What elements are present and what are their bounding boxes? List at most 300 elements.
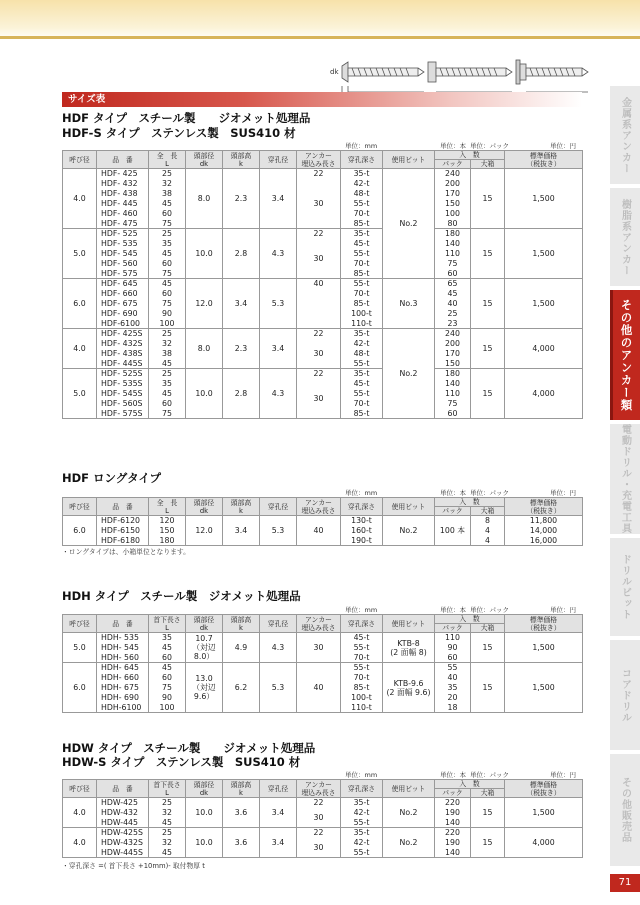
depth-cell: 45-t [341, 379, 383, 389]
pack-qty-cell: 100 [435, 209, 471, 219]
depth-cell: 55-t [341, 389, 383, 399]
head-diameter-cell: 12.0 [186, 516, 223, 546]
column-header: 首下長さ L [149, 780, 186, 798]
depth-cell: 35-t [341, 169, 383, 179]
pack-qty-cell: 90 [435, 643, 471, 653]
embed-length-cell: 30 [297, 379, 341, 419]
side-tab-core-drill[interactable]: コアドリル [610, 640, 640, 750]
depth-cell: 42-t [341, 179, 383, 189]
part-number-cell: HDF- 475 [97, 219, 149, 229]
column-header: 穿孔径 [260, 498, 297, 516]
head-diameter-value: 13.0 [195, 674, 213, 683]
depth-cell: 85-t [341, 299, 383, 309]
unit-pcs-3: 単位：本 [440, 606, 466, 614]
hdf-table-head [63, 151, 583, 169]
length-cell: 25 [149, 828, 186, 838]
part-number-cell: HDF- 535 [97, 239, 149, 249]
depth-cell: 42-t [341, 339, 383, 349]
length-cell: 90 [149, 693, 186, 703]
length-cell: 35 [149, 633, 186, 643]
embed-length-cell: 40 [297, 663, 341, 713]
embed-length-cell: 30 [297, 239, 341, 279]
box-qty-cell: 15 [471, 633, 505, 663]
part-number-cell: HDF-6180 [97, 536, 149, 546]
box-qty-cell: 15 [471, 828, 505, 858]
bit-cell: No.2 [383, 828, 435, 858]
column-header: 首下長さ L [149, 615, 186, 633]
part-number-cell: HDF-6120 [97, 516, 149, 526]
depth-cell: 35-t [341, 229, 383, 239]
head-height-cell: 3.6 [223, 828, 260, 858]
part-number-cell: HDF- 545S [97, 389, 149, 399]
column-header: 入 数 [435, 615, 505, 624]
head-height-cell: 3.4 [223, 516, 260, 546]
part-number-cell: HDH- 675 [97, 683, 149, 693]
length-cell: 100 [149, 319, 186, 329]
table-row [63, 798, 583, 808]
length-cell: 32 [149, 339, 186, 349]
column-header: 頭部高 k [223, 151, 260, 169]
length-cell: 25 [149, 169, 186, 179]
column-header: アンカー 埋込み長さ [297, 151, 341, 169]
length-cell: 75 [149, 683, 186, 693]
hole-diameter-cell: 3.4 [260, 169, 297, 229]
box-qty-cell: 15 [471, 798, 505, 828]
embed-length-cell: 22 [297, 798, 341, 808]
part-number-cell: HDF- 560S [97, 399, 149, 409]
diameter-cell: 6.0 [63, 516, 97, 546]
bit-width: (2 面幅 9.6) [386, 687, 431, 697]
pack-qty-cell: 170 [435, 189, 471, 199]
pack-qty-cell: 200 [435, 339, 471, 349]
depth-cell: 70-t [341, 399, 383, 409]
depth-cell: 55-t [341, 643, 383, 653]
bit-cell: No.2 [383, 329, 435, 419]
depth-cell: 70-t [341, 259, 383, 269]
column-header: 穿孔深さ [341, 498, 383, 516]
column-header: パック [435, 160, 471, 169]
table-row [63, 663, 583, 673]
length-cell: 45 [149, 818, 186, 828]
price-cell: 14,000 [505, 526, 583, 536]
pack-qty-cell: 140 [435, 239, 471, 249]
depth-cell: 110-t [341, 319, 383, 329]
unit-pcs-2: 単位：本 [440, 489, 466, 497]
part-number-cell: HDF- 575 [97, 269, 149, 279]
part-number-cell: HDW-432 [97, 808, 149, 818]
side-tab-drill-bits[interactable]: ドリルビット [610, 538, 640, 636]
column-header: 品 番 [97, 615, 149, 633]
hdf-title: HDF タイプ スチール製 ジオメット処理品 [62, 111, 311, 125]
column-header: 標準価格 （税抜き） [505, 780, 583, 798]
pack-qty-cell: 200 [435, 179, 471, 189]
hdf-long-table [62, 497, 583, 546]
column-header: 頭部径 dk [186, 780, 223, 798]
column-header: 穿孔径 [260, 615, 297, 633]
embed-length-cell: 30 [297, 179, 341, 229]
pack-qty-cell: 110 [435, 389, 471, 399]
column-header: 標準価格 （税抜き） [505, 498, 583, 516]
unit-pcs: 単位：本 [440, 142, 466, 150]
head-height-cell: 2.3 [223, 329, 260, 369]
depth-cell: 130-t [341, 516, 383, 526]
depth-cell: 45-t [341, 239, 383, 249]
column-header: パック [435, 507, 471, 516]
column-header: パック [435, 789, 471, 798]
column-header: 使用ビット [383, 780, 435, 798]
head-height-cell: 2.3 [223, 169, 260, 229]
part-number-cell: HDF- 438S [97, 349, 149, 359]
pack-qty-cell: 40 [435, 299, 471, 309]
pack-qty-cell: 140 [435, 379, 471, 389]
length-cell: 75 [149, 299, 186, 309]
table-row [63, 369, 583, 379]
unit-mm: 単位：mm [345, 142, 378, 150]
part-number-cell: HDW-445S [97, 848, 149, 858]
unit-yen: 単位：円 [550, 142, 576, 150]
column-header: 全 長 L [149, 498, 186, 516]
column-header: 頭部高 k [223, 780, 260, 798]
column-header: 大箱 [471, 624, 505, 633]
hdf-s-title: HDF-S タイプ ステンレス製 SUS410 材 [62, 126, 296, 140]
column-header: 呼び径 [63, 615, 97, 633]
embed-length-cell: 40 [297, 279, 341, 289]
depth-cell: 55-t [341, 279, 383, 289]
length-cell: 45 [149, 249, 186, 259]
length-cell: 75 [149, 219, 186, 229]
price-cell: 4,000 [505, 329, 583, 369]
part-number-cell: HDH- 535 [97, 633, 149, 643]
length-cell: 75 [149, 269, 186, 279]
side-tab-power-tools[interactable]: 電動ドリル・充電工具 [610, 424, 640, 534]
hole-diameter-cell: 4.3 [260, 369, 297, 419]
depth-cell: 160-t [341, 526, 383, 536]
pack-qty-cell: 170 [435, 349, 471, 359]
side-tab-others[interactable]: その他販売品 [610, 754, 640, 866]
column-header: 標準価格 （税抜き） [505, 151, 583, 169]
part-number-cell: HDW-445 [97, 818, 149, 828]
head-diameter-cell: 10.0 [186, 798, 223, 828]
length-cell: 32 [149, 838, 186, 848]
part-number-cell: HDF- 575S [97, 409, 149, 419]
pack-qty-cell: 140 [435, 818, 471, 828]
bit-cell: No.2 [383, 516, 435, 546]
column-header: 使用ビット [383, 151, 435, 169]
diameter-cell: 5.0 [63, 369, 97, 419]
length-cell: 150 [149, 526, 186, 536]
part-number-cell: HDF-6100 [97, 319, 149, 329]
depth-cell: 100-t [341, 309, 383, 319]
length-cell: 32 [149, 179, 186, 189]
price-cell: 1,500 [505, 169, 583, 229]
depth-cell: 55-t [341, 359, 383, 369]
depth-cell: 70-t [341, 673, 383, 683]
length-cell: 60 [149, 399, 186, 409]
length-cell: 25 [149, 329, 186, 339]
column-header: 大箱 [471, 507, 505, 516]
box-qty-cell: 15 [471, 279, 505, 329]
hdf-long-title: HDF ロングタイプ [62, 471, 161, 485]
column-header: 呼び径 [63, 498, 97, 516]
table-row [63, 279, 583, 289]
part-number-cell: HDF- 675 [97, 299, 149, 309]
depth-cell: 48-t [341, 189, 383, 199]
column-header: 穿孔深さ [341, 615, 383, 633]
price-cell: 1,500 [505, 279, 583, 329]
pack-qty-cell: 190 [435, 808, 471, 818]
length-cell: 45 [149, 643, 186, 653]
length-cell: 180 [149, 536, 186, 546]
table-row [63, 229, 583, 239]
pack-qty-cell: 150 [435, 199, 471, 209]
unit-pack-3: 単位：パック [470, 606, 509, 614]
length-cell: 45 [149, 663, 186, 673]
pack-qty-cell: 65 [435, 279, 471, 289]
length-cell: 60 [149, 653, 186, 663]
depth-cell: 85-t [341, 409, 383, 419]
pack-qty-cell: 40 [435, 673, 471, 683]
length-cell: 45 [149, 389, 186, 399]
hdf-long-note: ・ロングタイプは、小箱単位となります。 [62, 548, 190, 556]
table-row [63, 828, 583, 838]
unit-mm-2: 単位：mm [345, 489, 378, 497]
pack-qty-cell: 55 [435, 663, 471, 673]
depth-cell: 42-t [341, 808, 383, 818]
hdf-size-table [62, 150, 583, 419]
column-header: 頭部径 dk [186, 615, 223, 633]
head-diameter-value: 10.7 [195, 634, 213, 643]
column-header: 穿孔深さ [341, 780, 383, 798]
depth-cell: 55-t [341, 848, 383, 858]
depth-cell: 110-t [341, 703, 383, 713]
hole-diameter-cell: 5.3 [260, 516, 297, 546]
part-number-cell: HDF- 432 [97, 179, 149, 189]
head-diameter-cell [186, 663, 223, 713]
pack-qty-cell: 75 [435, 399, 471, 409]
part-number-cell: HDF- 535S [97, 379, 149, 389]
box-qty-cell: 15 [471, 663, 505, 713]
column-header: 穿孔径 [260, 151, 297, 169]
part-number-cell: HDH- 660 [97, 673, 149, 683]
column-header: 品 番 [97, 498, 149, 516]
length-cell: 45 [149, 199, 186, 209]
box-qty-cell: 4 [471, 526, 505, 536]
pack-qty-cell: 20 [435, 693, 471, 703]
depth-cell: 55-t [341, 199, 383, 209]
depth-cell: 55-t [341, 818, 383, 828]
unit-pack-2: 単位：パック [470, 489, 509, 497]
column-header: 入 数 [435, 151, 505, 160]
part-number-cell: HDF- 425S [97, 329, 149, 339]
hdh-size-table [62, 614, 583, 713]
pack-qty-cell: 180 [435, 229, 471, 239]
head-diameter-cell: 12.0 [186, 279, 223, 329]
top-divider [0, 36, 640, 39]
part-number-cell: HDF- 660 [97, 289, 149, 299]
bit-cell [383, 663, 435, 713]
column-header: 使用ビット [383, 615, 435, 633]
hole-diameter-cell: 3.4 [260, 798, 297, 828]
diameter-cell: 4.0 [63, 169, 97, 229]
embed-length-cell [297, 289, 341, 329]
pack-qty-cell: 220 [435, 828, 471, 838]
bit-cell: No.2 [383, 798, 435, 828]
table-row [63, 169, 583, 179]
length-cell: 38 [149, 189, 186, 199]
diameter-cell: 6.0 [63, 663, 97, 713]
column-header: パック [435, 624, 471, 633]
size-table-header: サイズ表 [62, 92, 582, 107]
top-banner [0, 0, 640, 40]
length-cell: 60 [149, 289, 186, 299]
depth-cell: 55-t [341, 663, 383, 673]
column-header: 全 長 L [149, 151, 186, 169]
column-header: 大箱 [471, 160, 505, 169]
diameter-cell: 4.0 [63, 798, 97, 828]
depth-cell: 70-t [341, 289, 383, 299]
depth-cell: 85-t [341, 683, 383, 693]
head-diameter-across: （対辺 9.6） [192, 683, 216, 701]
depth-cell: 42-t [341, 838, 383, 848]
part-number-cell: HDF- 438 [97, 189, 149, 199]
head-height-cell: 4.9 [223, 633, 260, 663]
table-row [63, 329, 583, 339]
unit-yen-3: 単位：円 [550, 606, 576, 614]
side-tab-other-anchors[interactable]: その他のアンカー類 [610, 290, 640, 420]
head-diameter-cell [186, 633, 223, 663]
part-number-cell: HDF- 645 [97, 279, 149, 289]
length-cell: 60 [149, 209, 186, 219]
column-header: 標準価格 （税抜き） [505, 615, 583, 633]
hdh-title: HDH タイプ スチール製 ジオメット処理品 [62, 589, 301, 603]
column-header: 呼び径 [63, 780, 97, 798]
length-cell: 35 [149, 239, 186, 249]
pack-qty-cell: 110 [435, 249, 471, 259]
diagram-dk-label: dk [330, 68, 339, 76]
pack-qty-cell: 18 [435, 703, 471, 713]
price-cell: 16,000 [505, 536, 583, 546]
price-cell: 1,500 [505, 798, 583, 828]
depth-cell: 55-t [341, 249, 383, 259]
depth-cell: 85-t [341, 219, 383, 229]
length-cell: 75 [149, 409, 186, 419]
embed-length-cell: 30 [297, 633, 341, 663]
length-cell: 32 [149, 808, 186, 818]
hole-diameter-cell: 4.3 [260, 229, 297, 279]
pack-qty-cell: 150 [435, 359, 471, 369]
price-cell: 4,000 [505, 369, 583, 419]
price-cell: 1,500 [505, 633, 583, 663]
head-height-cell: 3.4 [223, 279, 260, 329]
column-header: 呼び径 [63, 151, 97, 169]
bit-value: KTB-8 [397, 638, 420, 648]
depth-cell: 190-t [341, 536, 383, 546]
column-header: 穿孔深さ [341, 151, 383, 169]
length-cell: 45 [149, 279, 186, 289]
part-number-cell: HDF- 525 [97, 229, 149, 239]
column-header: 品 番 [97, 780, 149, 798]
depth-cell: 100-t [341, 693, 383, 703]
side-tab-metal[interactable]: 金属系アンカー [610, 86, 640, 184]
head-diameter-cell: 10.0 [186, 369, 223, 419]
head-diameter-cell: 10.0 [186, 229, 223, 279]
hole-diameter-cell: 5.3 [260, 663, 297, 713]
column-header: 頭部高 k [223, 498, 260, 516]
bit-cell [383, 633, 435, 663]
length-cell: 25 [149, 369, 186, 379]
unit-pcs-4: 単位：本 [440, 771, 466, 779]
bit-value: KTB-9.6 [393, 678, 424, 688]
column-header: アンカー 埋込み長さ [297, 780, 341, 798]
pack-qty-cell: 60 [435, 653, 471, 663]
pack-qty-cell: 60 [435, 409, 471, 419]
depth-cell: 45-t [341, 633, 383, 643]
pack-qty-cell: 75 [435, 259, 471, 269]
hole-diameter-cell: 4.3 [260, 633, 297, 663]
embed-length-cell: 22 [297, 828, 341, 838]
head-height-cell: 3.6 [223, 798, 260, 828]
part-number-cell: HDF- 690 [97, 309, 149, 319]
part-number-cell: HDH- 645 [97, 663, 149, 673]
pack-qty-cell: 180 [435, 369, 471, 379]
hole-diameter-cell: 3.4 [260, 828, 297, 858]
pack-qty-cell: 190 [435, 838, 471, 848]
pack-qty-cell: 110 [435, 633, 471, 643]
hole-diameter-cell: 3.4 [260, 329, 297, 369]
unit-pack: 単位：パック [470, 142, 509, 150]
pack-qty-cell: 240 [435, 169, 471, 179]
part-number-cell: HDH- 690 [97, 693, 149, 703]
embed-length-cell: 40 [297, 516, 341, 546]
embed-length-cell: 22 [297, 169, 341, 179]
diameter-cell: 4.0 [63, 828, 97, 858]
embed-length-cell: 22 [297, 369, 341, 379]
diameter-cell: 5.0 [63, 633, 97, 663]
length-cell: 60 [149, 259, 186, 269]
bit-cell: No.2 [383, 169, 435, 279]
column-header: 頭部径 dk [186, 498, 223, 516]
part-number-cell: HDF- 425 [97, 169, 149, 179]
bit-cell: No.3 [383, 279, 435, 329]
column-header: 入 数 [435, 780, 505, 789]
column-header: 穿孔径 [260, 780, 297, 798]
head-height-cell: 2.8 [223, 229, 260, 279]
box-qty-cell: 15 [471, 369, 505, 419]
price-cell: 1,500 [505, 663, 583, 713]
pack-qty-cell: 80 [435, 219, 471, 229]
diameter-cell: 4.0 [63, 329, 97, 369]
table-row [63, 633, 583, 643]
page-number: 71 [610, 874, 640, 892]
column-header: 使用ビット [383, 498, 435, 516]
side-tab-resin[interactable]: 樹脂系アンカー [610, 188, 640, 286]
unit-yen-4: 単位：円 [550, 771, 576, 779]
head-height-cell: 2.8 [223, 369, 260, 419]
pack-qty-cell: 23 [435, 319, 471, 329]
pack-qty-cell: 60 [435, 269, 471, 279]
pack-qty-cell: 240 [435, 329, 471, 339]
column-header: アンカー 埋込み長さ [297, 615, 341, 633]
head-diameter-cell: 10.0 [186, 828, 223, 858]
depth-cell: 70-t [341, 653, 383, 663]
part-number-cell: HDF- 445S [97, 359, 149, 369]
pack-qty-cell: 25 [435, 309, 471, 319]
length-cell: 90 [149, 309, 186, 319]
hdw-s-title: HDW-S タイプ ステンレス製 SUS410 材 [62, 755, 301, 769]
part-number-cell: HDF- 460 [97, 209, 149, 219]
box-qty-cell: 15 [471, 169, 505, 229]
part-number-cell: HDF-6150 [97, 526, 149, 536]
